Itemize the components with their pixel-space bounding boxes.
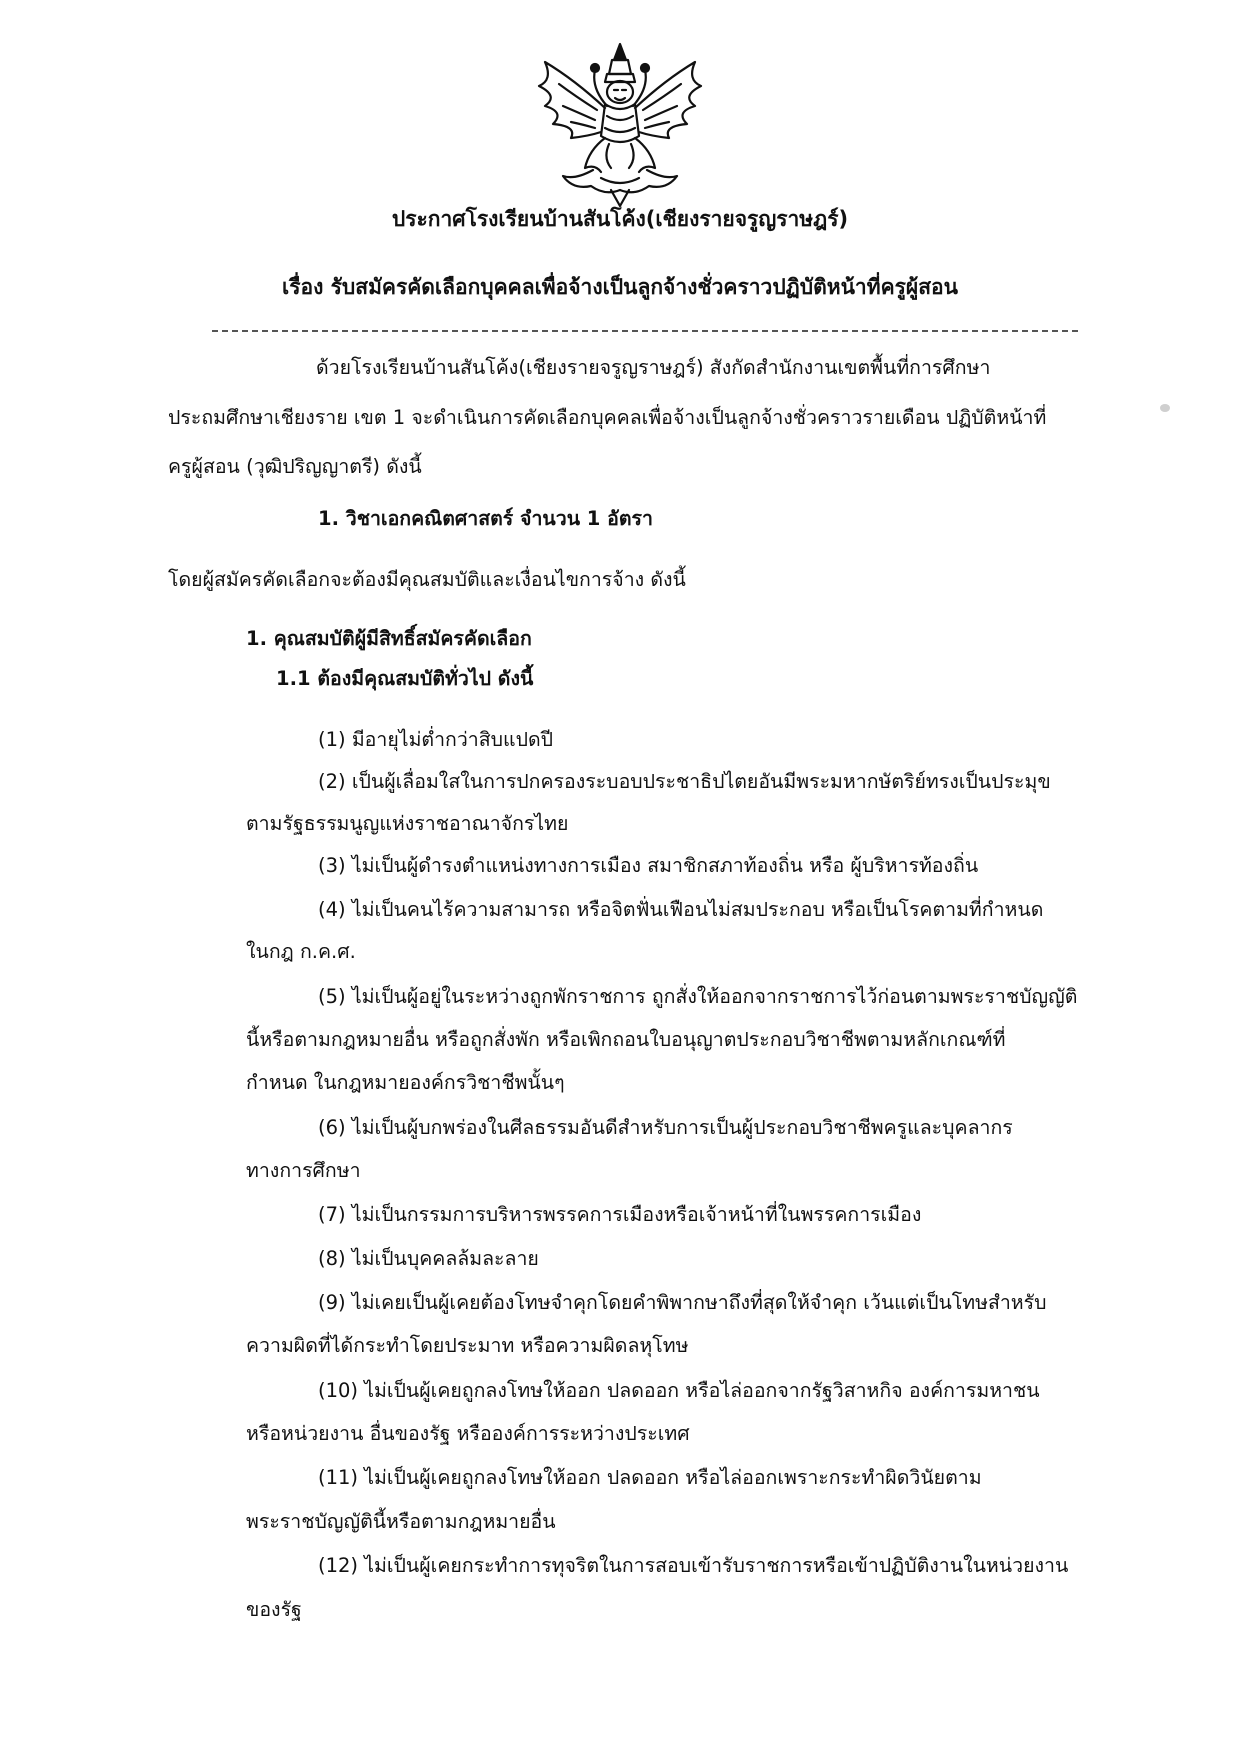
list-item-continuation: กำหนด ในกฎหมายองค์กรวิชาชีพนั้นๆ <box>246 1071 565 1094</box>
section-subheading: 1.1 ต้องมีคุณสมบัติทั่วไป ดังนี้ <box>276 667 534 690</box>
divider <box>212 330 1078 332</box>
list-item: (3) ไม่เป็นผู้ดำรงตำแหน่งทางการเมือง สมาชิกสภาท้องถิ่น หรือ ผู้บริหารท้องถิ่น <box>318 854 979 877</box>
section-heading: 1. คุณสมบัติผู้มีสิทธิ์สมัครคัดเลือก <box>246 627 532 650</box>
scan-mark <box>1160 404 1170 412</box>
list-item-continuation: หรือหน่วยงาน อื่นของรัฐ หรือองค์การระหว่างประเทศ <box>246 1422 690 1445</box>
intro-line-3: ครูผู้สอน (วุฒิปริญญาตรี) ดังนี้ <box>168 455 422 478</box>
list-item: (11) ไม่เป็นผู้เคยถูกลงโทษให้ออก ปลดออก หรือไล่ออกเพราะกระทำผิดวินัยตาม <box>318 1466 982 1489</box>
position-heading: 1. วิชาเอกคณิตศาสตร์ จำนวน 1 อัตรา <box>318 507 653 530</box>
list-item: (6) ไม่เป็นผู้บกพร่องในศีลธรรมอันดีสำหรับการเป็นผู้ประกอบวิชาชีพครูและบุคลากร <box>318 1116 1013 1139</box>
list-item: (4) ไม่เป็นคนไร้ความสามารถ หรือจิตฟั่นเฟือนไม่สมประกอบ หรือเป็นโรคตามที่กำหนด <box>318 898 1044 921</box>
list-item: (2) เป็นผู้เลื่อมใสในการปกครองระบอบประชาธิปไตยอันมีพระมหากษัตริย์ทรงเป็นประมุข <box>318 770 1051 793</box>
intro-line-1: ด้วยโรงเรียนบ้านสันโค้ง(เชียงรายจรูญราษฎร์) สังกัดสำนักงานเขตพื้นที่การศึกษา <box>316 356 991 379</box>
announcement-title: ประกาศโรงเรียนบ้านสันโค้ง(เชียงรายจรูญราษฎร์) <box>391 207 849 231</box>
list-item-continuation: นี้หรือตามกฎหมายอื่น หรือถูกสั่งพัก หรือเพิกถอนใบอนุญาตประกอบวิชาชีพตามหลักเกณฑ์ที่ <box>246 1028 1006 1051</box>
list-item: (5) ไม่เป็นผู้อยู่ในระหว่างถูกพักราชการ ถูกสั่งให้ออกจากราชการไว้ก่อนตามพระราชบัญญัติ <box>318 985 1078 1008</box>
list-item: (7) ไม่เป็นกรรมการบริหารพรรคการเมืองหรือเจ้าหน้าที่ในพรรคการเมือง <box>318 1203 922 1226</box>
intro-line-2: ประถมศึกษาเชียงราย เขต 1 จะดำเนินการคัดเลือกบุคคลเพื่อจ้างเป็นลูกจ้างชั่วคราวรายเดือน ปฏิบัติหน้าที่ <box>168 406 1047 429</box>
list-item-continuation: ของรัฐ <box>246 1598 302 1621</box>
list-item: (12) ไม่เป็นผู้เคยกระทำการทุจริตในการสอบเข้ารับราชการหรือเข้าปฏิบัติงานในหน่วยงาน <box>318 1554 1069 1577</box>
list-item: (8) ไม่เป็นบุคคลล้มละลาย <box>318 1247 539 1270</box>
list-item-continuation: พระราชบัญญัตินี้หรือตามกฎหมายอื่น <box>246 1510 556 1533</box>
list-item: (1) มีอายุไม่ต่ำกว่าสิบแปดปี <box>318 728 554 751</box>
list-item: (10) ไม่เป็นผู้เคยถูกลงโทษให้ออก ปลดออก หรือไล่ออกจากรัฐวิสาหกิจ องค์การมหาชน <box>318 1379 1040 1402</box>
announcement-subject: เรื่อง รับสมัครคัดเลือกบุคคลเพื่อจ้างเป็นลูกจ้างชั่วคราวปฏิบัติหน้าที่ครูผู้สอน <box>282 275 958 299</box>
list-item-continuation: ตามรัฐธรรมนูญแห่งราชอาณาจักรไทย <box>246 812 569 835</box>
conditions-intro: โดยผู้สมัครคัดเลือกจะต้องมีคุณสมบัติและเงื่อนไขการจ้าง ดังนี้ <box>168 568 686 591</box>
list-item-continuation: ในกฎ ก.ค.ศ. <box>246 940 356 963</box>
list-item-continuation: ทางการศึกษา <box>246 1159 361 1182</box>
list-item: (9) ไม่เคยเป็นผู้เคยต้องโทษจำคุกโดยคำพิพากษาถึงที่สุดให้จำคุก เว้นแต่เป็นโทษสำหรับ <box>318 1291 1047 1314</box>
garuda-emblem-icon <box>515 40 725 212</box>
list-item-continuation: ความผิดที่ได้กระทำโดยประมาท หรือความผิดลหุโทษ <box>246 1334 689 1357</box>
